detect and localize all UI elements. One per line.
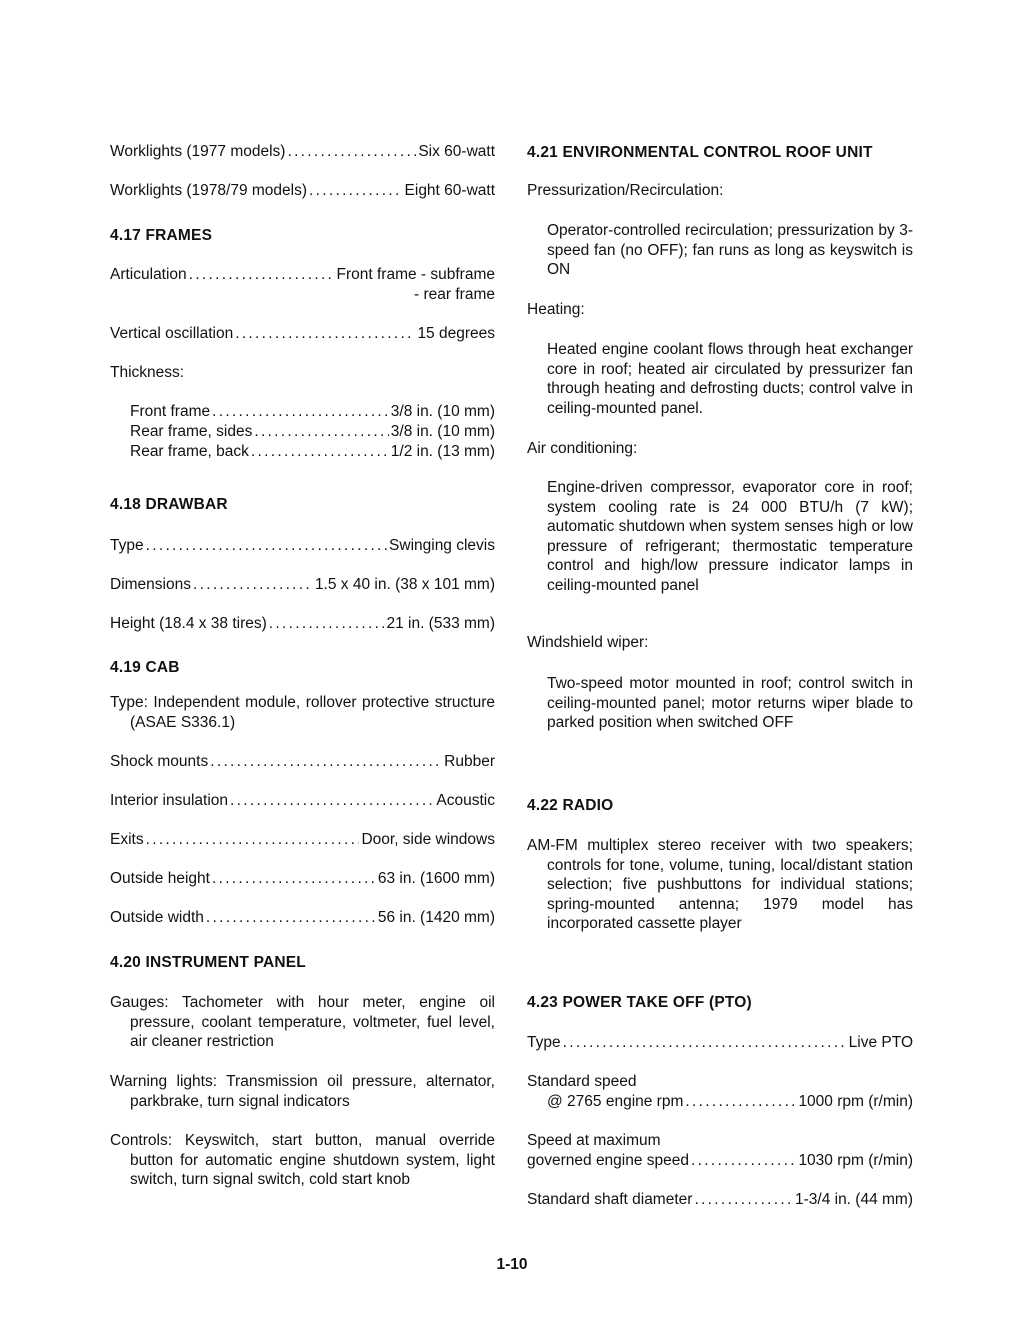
spec-row-standard-speed xyxy=(527,1092,913,1112)
page-number: 1-10 xyxy=(496,1256,528,1273)
spec-row-rear-back xyxy=(110,442,495,462)
pressurization-label: Pressurization/Recirculation: xyxy=(527,182,724,199)
dot-leader xyxy=(210,752,442,772)
spec-row-interior-insulation xyxy=(110,791,495,811)
spec-row-pto-type xyxy=(527,1033,913,1053)
spec-row-exits xyxy=(110,830,495,850)
dot-leader xyxy=(563,1033,847,1053)
spec-label: Front frame xyxy=(130,403,211,420)
dot-leader xyxy=(287,142,416,162)
spec-label: Type xyxy=(110,537,144,554)
spec-value: 1000 rpm (r/min) xyxy=(798,1093,913,1110)
spec-value: 3/8 in. (10 mm) xyxy=(390,403,495,420)
spec-row-worklights-1977 xyxy=(110,142,495,162)
spec-label: Exits xyxy=(110,831,144,848)
dot-leader xyxy=(193,575,313,595)
standard-speed-label: Standard speed xyxy=(527,1073,637,1090)
dot-leader xyxy=(235,324,415,344)
air-conditioning-text: Engine-driven compressor, evaporator core in roof; system cooling rate is 24 000 BTU/h (7 kW); automatic shutdown when system senses high or low pressure of refrigerant; thermostatic temperature control and high/low pressure indicator lamps in ceiling-mounted panel xyxy=(547,479,913,594)
dot-leader xyxy=(254,422,388,442)
dot-leader xyxy=(309,181,403,201)
windshield-wiper-text: Two-speed motor mounted in roof; control switch in ceiling-mounted panel; motor returns wiper blade to parked position when switched OFF xyxy=(547,675,913,731)
spec-value: 21 in. (533 mm) xyxy=(386,615,495,632)
spec-value-continuation: - rear frame xyxy=(414,286,495,303)
spec-label: Shock mounts xyxy=(110,753,209,770)
spec-row-worklights-1978 xyxy=(110,181,495,201)
spec-label: Rear frame, back xyxy=(130,443,249,460)
spec-value: Acoustic xyxy=(436,792,495,809)
spec-row-rear-sides xyxy=(110,422,495,442)
heating-text: Heated engine coolant flows through heat exchanger core in roof; heated air circulated by pressurizer fan through heating and defrosting ducts; control valve in ceiling-mounted panel. xyxy=(547,341,913,417)
dot-leader xyxy=(212,869,376,889)
dot-leader xyxy=(269,614,385,634)
spec-label: Outside width xyxy=(110,909,204,926)
spec-label: Worklights (1977 models) xyxy=(110,143,286,160)
dot-leader xyxy=(694,1190,793,1210)
radio-text: AM-FM multiplex stereo receiver with two speakers; controls for tone, volume, tuning, local/distant station selection; five pushbuttons for individual stations; spring-mounted antenna; 1979 model has incorporated cassette player xyxy=(527,837,913,932)
pressurization-text: Operator-controlled recirculation; pressurization by 3-speed fan (no OFF); fan runs as long as keyswitch is ON xyxy=(547,222,913,278)
spec-label: governed engine speed xyxy=(527,1152,690,1169)
spec-row-dimensions xyxy=(110,575,495,595)
max-speed-label: Speed at maximum xyxy=(527,1132,661,1149)
spec-label: Worklights (1978/79 models) xyxy=(110,182,307,199)
spec-value: Live PTO xyxy=(848,1034,913,1051)
section-heading-pto: 4.23 POWER TAKE OFF (PTO) xyxy=(527,994,752,1011)
dot-leader xyxy=(251,442,389,462)
dot-leader xyxy=(146,830,360,850)
dot-leader xyxy=(230,791,434,811)
heating-label: Heating: xyxy=(527,301,585,318)
spec-label: Articulation xyxy=(110,266,187,283)
spec-value: 1/2 in. (13 mm) xyxy=(390,443,495,460)
section-heading-instrument-panel: 4.20 INSTRUMENT PANEL xyxy=(110,954,306,971)
dot-leader xyxy=(146,536,387,556)
dot-leader xyxy=(206,908,376,928)
controls-text: Controls: Keyswitch, start button, manual override button for automatic engine shutdown system, light switch, turn signal switch, cold start knob xyxy=(110,1132,495,1188)
cab-type-text: Type: Independent module, rollover protective structure (ASAE S336.1) xyxy=(110,694,495,731)
windshield-wiper-label: Windshield wiper: xyxy=(527,634,649,651)
spec-row-height xyxy=(110,614,495,634)
dot-leader xyxy=(685,1092,796,1112)
spec-value: 15 degrees xyxy=(417,325,495,342)
spec-value: 1.5 x 40 in. (38 x 101 mm) xyxy=(314,576,495,593)
dot-leader xyxy=(189,265,335,285)
spec-row-articulation xyxy=(110,265,495,285)
spec-label: Standard shaft diameter xyxy=(527,1191,693,1208)
spec-row-drawbar-type xyxy=(110,536,495,556)
spec-label: Type xyxy=(527,1034,561,1051)
section-heading-cab: 4.19 CAB xyxy=(110,659,180,676)
spec-value: 1030 rpm (r/min) xyxy=(798,1152,913,1169)
spec-row-vertical-oscillation xyxy=(110,324,495,344)
spec-label: @ 2765 engine rpm xyxy=(547,1093,684,1110)
dot-leader xyxy=(212,402,389,422)
thickness-label: Thickness: xyxy=(110,364,185,381)
spec-row-shock-mounts xyxy=(110,752,495,772)
spec-row-shaft-diameter xyxy=(527,1190,913,1210)
spec-value: Eight 60-watt xyxy=(404,182,495,199)
spec-value: 56 in. (1420 mm) xyxy=(377,909,495,926)
spec-value: Front frame - subframe xyxy=(336,266,495,283)
spec-label: Interior insulation xyxy=(110,792,229,809)
spec-value: Swinging clevis xyxy=(389,537,495,554)
spec-value: 1-3/4 in. (44 mm) xyxy=(794,1191,913,1208)
spec-label: Rear frame, sides xyxy=(130,423,253,440)
spec-value: Rubber xyxy=(444,753,495,770)
spec-value: Six 60-watt xyxy=(418,143,495,160)
gauges-text: Gauges: Tachometer with hour meter, engine oil pressure, coolant temperature, voltmeter, fuel level, air cleaner restriction xyxy=(110,994,495,1050)
spec-label: Outside height xyxy=(110,870,210,887)
spec-row-outside-height xyxy=(110,869,495,889)
spec-value: 3/8 in. (10 mm) xyxy=(390,423,495,440)
air-conditioning-label: Air conditioning: xyxy=(527,440,638,457)
spec-row-outside-width xyxy=(110,908,495,928)
spec-label: Dimensions xyxy=(110,576,191,593)
section-heading-radio: 4.22 RADIO xyxy=(527,797,614,814)
spec-value: 63 in. (1600 mm) xyxy=(377,870,495,887)
section-heading-drawbar: 4.18 DRAWBAR xyxy=(110,496,228,513)
dot-leader xyxy=(691,1151,796,1171)
section-heading-environmental: 4.21 ENVIRONMENTAL CONTROL ROOF UNIT xyxy=(527,144,873,161)
spec-row-front-frame xyxy=(110,402,495,422)
section-heading-frames: 4.17 FRAMES xyxy=(110,227,213,244)
spec-label: Height (18.4 x 38 tires) xyxy=(110,615,267,632)
spec-value: Door, side windows xyxy=(361,831,495,848)
spec-row-max-speed xyxy=(527,1151,913,1171)
warning-lights-text: Warning lights: Transmission oil pressure, alternator, parkbrake, turn signal indicators xyxy=(110,1073,495,1110)
spec-label: Vertical oscillation xyxy=(110,325,234,342)
